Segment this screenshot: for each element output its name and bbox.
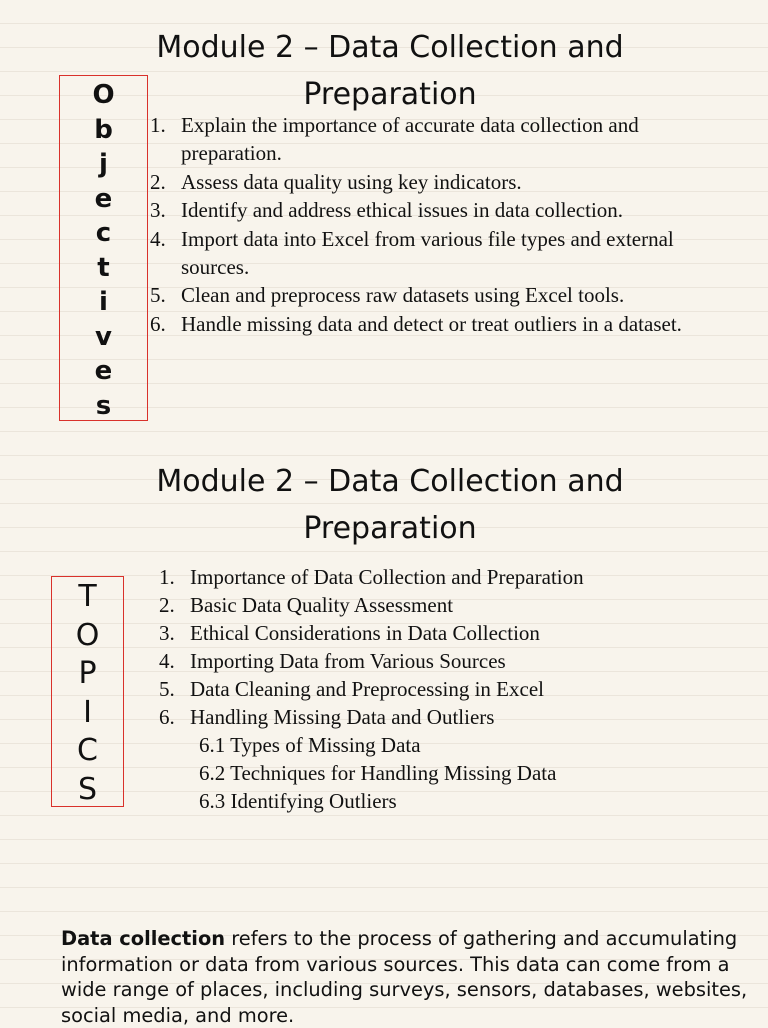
sub-list-item: 6.2 Techniques for Handling Missing Data	[199, 761, 557, 785]
topics-list	[159, 563, 719, 815]
list-item: 2. Assess data quality using key indicators.	[150, 169, 522, 194]
definition-term: Data collection	[61, 927, 226, 950]
topics-letter: I	[83, 694, 92, 730]
objectives-letter: c	[95, 218, 112, 248]
topics-letter: T	[78, 579, 97, 614]
definition-paragraph	[61, 926, 751, 1028]
objectives-letter: v	[95, 321, 112, 352]
topics-letter: C	[77, 733, 98, 768]
topics-title: Module 2 – Data Collection and Preparation	[156, 464, 624, 546]
objectives-letter: e	[94, 183, 113, 214]
list-item: 6. Handling Missing Data and Outliers	[159, 705, 495, 729]
definition-text: refers to the process of gathering and accumulating information or data from various sources. This data can come from a wide range of places, including surveys, sensors, databases, websites, social media, and more.	[61, 927, 748, 1027]
topics-letter: S	[77, 771, 98, 807]
objectives-letter: O	[92, 80, 115, 110]
list-item: 3. Ethical Considerations in Data Collection	[159, 621, 540, 645]
list-item: 1. Importance of Data Collection and Preparation	[159, 565, 584, 589]
topics-letter: O	[75, 617, 100, 653]
list-item: 4. Import data into Excel from various file types and external sources.	[150, 226, 674, 280]
objectives-letter: s	[95, 390, 112, 421]
objectives-vertical-label	[59, 75, 148, 421]
sub-list-item: 6.1 Types of Missing Data	[199, 733, 421, 757]
list-item: 5. Clean and preprocess raw datasets using Excel tools.	[150, 283, 625, 308]
list-item: 2. Basic Data Quality Assessment	[159, 593, 454, 617]
objectives-letter: i	[99, 287, 108, 317]
topics-vertical-label	[51, 576, 124, 807]
objectives-list	[150, 111, 710, 338]
sub-list-item: 6.3 Identifying Outliers	[199, 789, 397, 813]
list-item: 6. Handle missing data and detect or treat outliers in a dataset.	[150, 311, 682, 336]
list-item: 3. Identify and address ethical issues in data collection.	[150, 198, 624, 223]
objectives-title: Module 2 – Data Collection and Preparation	[156, 30, 624, 112]
list-item: 5. Data Cleaning and Preprocessing in Excel	[159, 677, 544, 701]
list-item: 1. Explain the importance of accurate data collection and preparation.	[150, 113, 639, 166]
objectives-letter: b	[94, 114, 113, 145]
topics-letter: P	[78, 656, 97, 691]
objectives-letter: t	[97, 252, 110, 283]
objectives-letter: j	[99, 149, 108, 179]
objectives-letter: e	[94, 356, 113, 386]
list-item: 4. Importing Data from Various Sources	[159, 649, 506, 673]
